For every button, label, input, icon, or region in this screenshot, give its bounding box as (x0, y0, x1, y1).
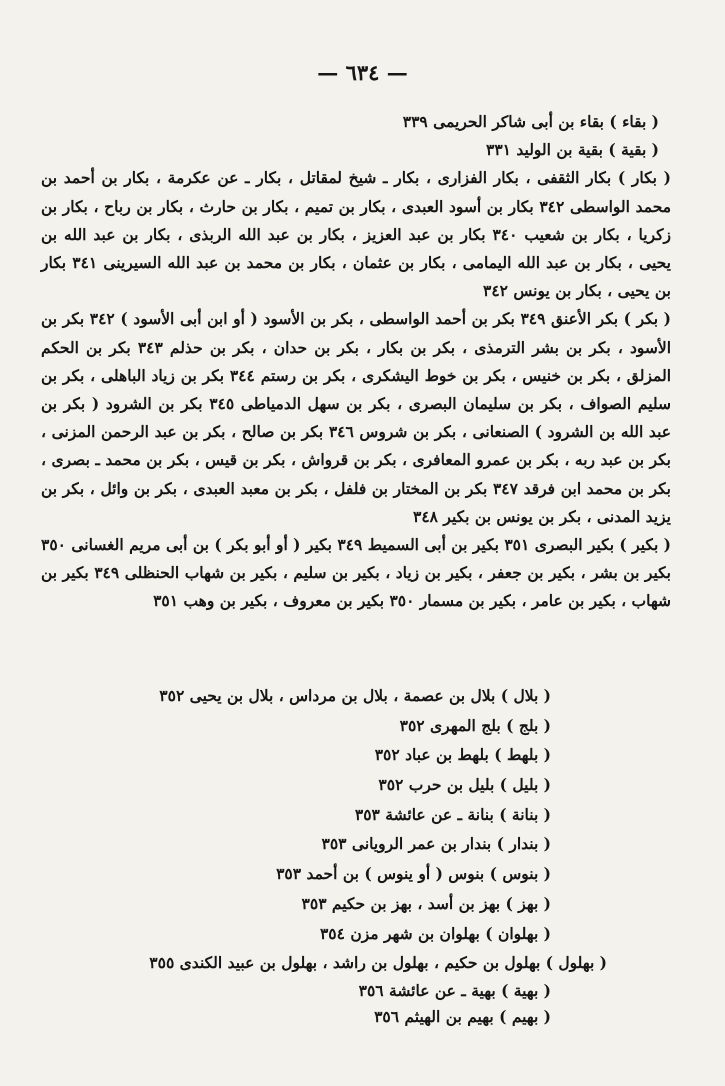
list-item: ( بهز ) بهز بن أسد ، بهز بن حكيم ٣٥٣ (301, 893, 551, 913)
list-item: ( بهيم ) بهيم بن الهيثم ٣٥٦ (374, 1006, 551, 1026)
entry-bakr: ( بكر ) بكر الأعنق ٣٤٩ بكر بن أحمد الواسطى ، بكر بن الأسود ( أو ابن أبى الأسود ) ٣٤٢ بكر بن الأسود ، بكر بن بشر الترمذى ، بكر بن بكار ، بكر بن حدان ، بكر بن حذلم ٣٤٣ بكر بن الحكم المزلق ، بكر بن خنيس ، بكر بن خوط اليشكرى ، بكر بن رستم ٣٤٤ بكر بن زياد الباهلى ، بكر بن سليم الصواف ، بكر بن سليمان البصرى ، بكر بن سهل الدمياطى ٣٤٥ بكر بن الشرود ( بكر بن عبد الله بن الشرود ) الصنعانى ، بكر بن شروس ٣٤٦ بكر بن صالح ، بكر بن عبد الرحمن المزنى ، بكر بن عبد ربه ، بكر بن عمرو المعافرى ، بكر بن قرواش ، بكر بن قيس ، بكر بن محمد ـ بصرى ، بكر بن محمد ابن فرقد ٣٤٧ بكر بن المختار بن فلفل ، بكر بن معبد العبدى ، بكر بن وائل ، بكر بن يزيد المدنى ، بكر بن يونس بن بكير ٣٤٨ (41, 309, 672, 526)
list-item: ( بهية ) بهية ـ عن عائشة ٣٥٦ (358, 980, 551, 1000)
entry-baqiyya: ( بقية ) بقية بن الوليد ٣٣١ (486, 140, 659, 160)
index-list (31, 681, 607, 1030)
entry-bukayr: ( بكير ) بكير البصرى ٣٥١ بكير بن أبى السميط ٣٤٩ بكير ( أو أبو بكر ) بن أبى مريم الغسانى ٣٥٠ بكير بن بشر ، بكير بن جعفر ، بكير بن زياد ، بكير بن سليم ، بكير بن شهاب الحنظلى ٣٤٩ بكير بن شهاب ، بكير بن عامر ، بكير بن مسمار ٣٥٠ بكير بن معروف ، بكير بن وهب ٣٥١ (41, 535, 671, 611)
list-item: ( بلال ) بلال بن عصمة ، بلال بن مرداس ، بلال بن يحيى ٣٥٢ (159, 686, 551, 705)
list-item: ( بليل ) بليل بن حرب ٣٥٢ (378, 775, 551, 795)
list-item: ( بهلول ) بهلول بن حكيم ، بهلول بن راشد ، بهلول بن عبيد الكندى ٣٥٥ (149, 953, 607, 973)
list-item: ( بلهط ) بلهط بن عباد ٣٥٢ (374, 745, 551, 765)
index-body (41, 108, 671, 616)
list-item: ( بنوس ) بنوس ( أو ينوس ) بن أحمد ٣٥٣ (276, 864, 551, 884)
entry-bakkar: ( بكار ) بكار الثقفى ، بكار الفزارى ، بكار ـ شيخ لمقاتل ، بكار ـ عن عكرمة ، بكار بن أحمد بن محمد الواسطى ٣٤٢ بكار بن أسود العبدى ، بكار بن تميم ، بكار بن حارث ، بكار بن رباح ، بكار بن زكريا ، بكار بن شعيب ٣٤٠ بكار بن عبد العزيز ، بكار بن عبد الله الربذى ، بكار بن عبد الله بن يحيى ، بكار بن عبد الله اليمامى ، بكار بن عثمان ، بكار بن محمد بن عبد الله السيرينى ٣٤١ بكار بن يحيى ، بكار بن يونس ٣٤٢ (41, 168, 671, 301)
page-number: — ٦٣٤ — (317, 60, 408, 85)
list-item: ( بنانة ) بنانة ـ عن عائشة ٣٥٣ (354, 804, 551, 824)
entry-baqa: ( بقاء ) بقاء بن أبى شاكر الحريمى ٣٣٩ (402, 112, 659, 131)
list-item: ( بندار ) بندار بن عمر الرويانى ٣٥٣ (321, 834, 551, 854)
list-item: ( بلج ) بلج المهرى ٣٥٢ (399, 715, 551, 735)
list-item: ( بهلوان ) بهلوان بن شهر مزن ٣٥٤ (319, 923, 551, 943)
